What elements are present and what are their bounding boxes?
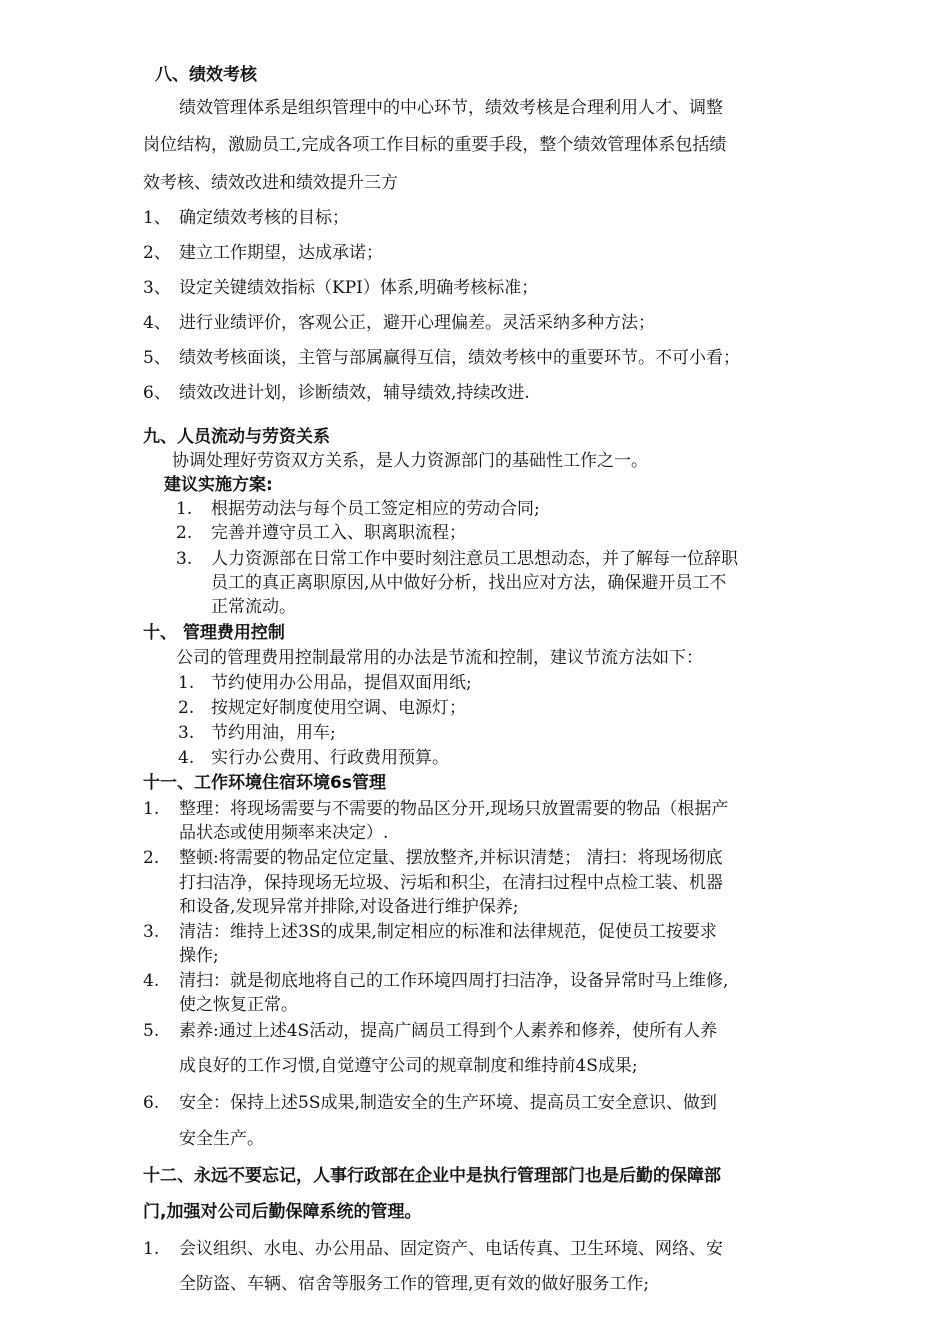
list-item: 实行办公费用、行政费用预算。	[211, 748, 449, 768]
list-item-cont: 员工的真正离职原因,从中做好分析，找出应对方法，确保避开员工不	[211, 573, 727, 593]
list-item: 按规定好制度使用空调、电源灯；	[211, 698, 466, 718]
section-9-subtitle: 建议实施方案:	[164, 475, 273, 495]
list-number: 1.	[143, 799, 160, 819]
list-number: 4、	[143, 313, 171, 333]
list-item: 建立工作期望，达成承诺；	[179, 243, 383, 263]
list-number: 2.	[143, 848, 160, 868]
list-item: 绩效改进计划，诊断绩效，辅导绩效,持续改进.	[179, 383, 530, 403]
section-10-intro: 公司的管理费用控制最常用的办法是节流和控制，建议节流方法如下：	[176, 648, 703, 668]
list-item-cont: 成良好的工作习惯,自觉遵守公司的规章制度和维持前4S成果;	[179, 1056, 638, 1076]
list-number: 3.	[178, 723, 195, 743]
list-item: 整理：将现场需要与不需要的物品区分开,现场只放置需要的物品（根据产	[179, 799, 729, 819]
list-item: 设定关键绩效指标（KPI）体系,明确考核标准；	[179, 278, 539, 298]
list-item-cont: 打扫洁净，保持现场无垃圾、污垢和积尘，在清扫过程中点检工装、机器	[179, 873, 723, 893]
section-12-title-cont: 门,加强对公司后勤保障系统的管理。	[143, 1202, 422, 1222]
list-number: 3、	[143, 278, 171, 298]
section-9-intro: 协调处理好劳资双方关系，是人力资源部门的基础性工作之一。	[172, 451, 648, 471]
list-item-cont: 品状态或使用频率来决定）.	[179, 823, 389, 843]
section-8-intro-line: 效考核、绩效改进和绩效提升三方	[143, 173, 398, 193]
list-number: 3.	[143, 922, 160, 942]
list-item-cont: 和设备,发现异常并排除,对设备进行维护保养;	[179, 897, 519, 917]
list-item: 清洁：维持上述3S的成果,制定相应的标准和法律规范，促使员工按要求	[179, 922, 717, 942]
list-number: 1.	[143, 1239, 160, 1259]
list-item: 会议组织、水电、办公用品、固定资产、电话传真、卫生环境、网络、安	[179, 1239, 723, 1259]
list-item: 安全：保持上述5S成果,制造安全的生产环境、提高员工安全意识、做到	[179, 1093, 717, 1113]
list-item: 根据劳动法与每个员工签定相应的劳动合同;	[211, 499, 540, 519]
list-item: 清扫：就是彻底地将自己的工作环境四周打扫洁净，设备异常时马上维修,	[179, 971, 729, 991]
list-item-cont: 使之恢复正常。	[179, 995, 298, 1015]
list-number: 6.	[143, 1093, 160, 1113]
section-10-title: 十、 管理费用控制	[143, 623, 285, 643]
list-number: 1、	[143, 208, 171, 228]
list-number: 1.	[178, 673, 195, 693]
list-item: 完善并遵守员工入、职离职流程；	[211, 523, 466, 543]
list-number: 2、	[143, 243, 171, 263]
list-item-cont: 安全生产。	[179, 1129, 264, 1149]
list-item: 节约用油，用车;	[211, 723, 336, 743]
list-item: 人力资源部在日常工作中要时刻注意员工思想动态，并了解每一位辞职	[211, 549, 738, 569]
list-item: 整顿:将需要的物品定位定量、摆放整齐,并标识清楚； 清扫：将现场彻底	[179, 848, 723, 868]
list-item-cont: 全防盗、车辆、宿舍等服务工作的管理,更有效的做好服务工作;	[179, 1274, 650, 1294]
section-12-title: 十二、永远不要忘记，人事行政部在企业中是执行管理部门也是后勤的保障部	[143, 1166, 721, 1186]
list-item: 进行业绩评价，客观公正，避开心理偏差。灵活采纳多种方法；	[179, 313, 655, 333]
section-9-title: 九、人员流动与劳资关系	[143, 427, 330, 447]
list-number: 6、	[143, 383, 171, 403]
list-number: 5、	[143, 348, 171, 368]
section-8-intro-line: 绩效管理体系是组织管理中的中心环节，绩效考核是合理利用人才、调整	[179, 98, 723, 118]
list-item-cont: 正常流动。	[211, 597, 296, 617]
list-number: 5.	[143, 1021, 160, 1041]
list-item: 绩效考核面谈，主管与部属赢得互信，绩效考核中的重要环节。不可小看；	[179, 348, 740, 368]
list-number: 4.	[143, 971, 160, 991]
section-8-title: 八、绩效考核	[155, 65, 257, 85]
section-11-title: 十一、工作环境住宿环境6s管理	[143, 773, 386, 793]
list-number: 4.	[178, 748, 195, 768]
list-number: 3.	[176, 549, 193, 569]
list-item: 素养:通过上述4S活动，提高广阔员工得到个人素养和修养，使所有人养	[179, 1021, 718, 1041]
list-number: 2.	[176, 523, 193, 543]
list-number: 1.	[176, 499, 193, 519]
list-number: 2.	[178, 698, 195, 718]
list-item-cont: 操作;	[179, 946, 219, 966]
list-item: 节约使用办公用品，提倡双面用纸;	[211, 673, 472, 693]
section-8-intro-line: 岗位结构，激励员工,完成各项工作目标的重要手段，整个绩效管理体系包括绩	[143, 135, 727, 155]
list-item: 确定绩效考核的目标；	[179, 208, 349, 228]
